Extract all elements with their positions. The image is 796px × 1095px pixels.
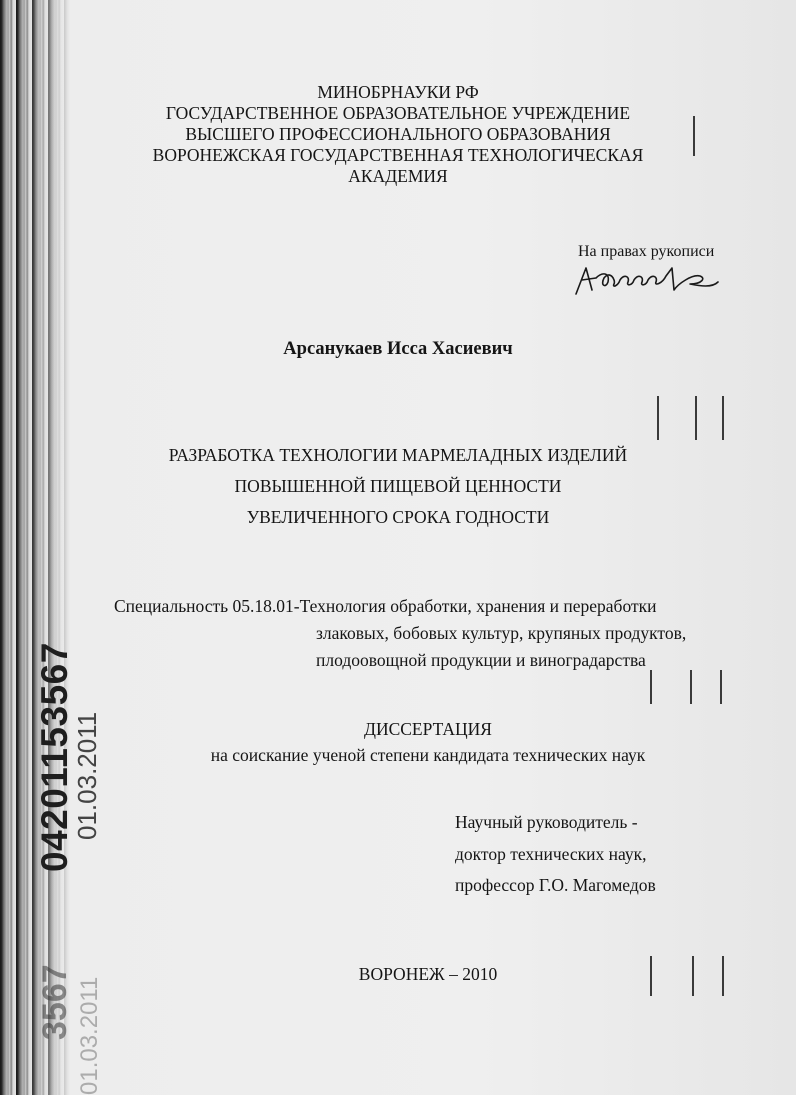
institution-line-4: АКАДЕМИЯ [348, 166, 448, 186]
institution-line-1: ГОСУДАРСТВЕННОЕ ОБРАЗОВАТЕЛЬНОЕ УЧРЕЖДЕНИЕ [165, 103, 631, 123]
supervisor-role: Научный руководитель - [455, 812, 638, 832]
scan-bar-artifact [693, 116, 695, 156]
ministry-line: МИНОБРНАУКИ РФ [317, 82, 479, 102]
manuscript-note: На правах рукописи [578, 243, 715, 260]
registration-date-stamp: 01.03.2011 [72, 711, 102, 840]
degree-subtitle: на соискание ученой степени кандидата технических наук [210, 745, 646, 765]
scan-bar-artifact [650, 956, 652, 996]
specialty-line-2: злаковых, бобовых культур, крупяных продуктов, [316, 623, 687, 643]
scan-bar-artifact [650, 670, 652, 704]
author-name: Арсанукаев Исса Хасиевич [283, 339, 513, 359]
scan-bar-artifact [690, 670, 692, 704]
place-and-year: ВОРОНЕЖ – 2010 [358, 964, 498, 984]
scan-bar-artifact [722, 956, 724, 996]
supervisor-name: профессор Г.О. Магомедов [455, 875, 656, 895]
registration-number-stamp: 04201153567 [34, 642, 75, 872]
thesis-title-line-1: РАЗРАБОТКА ТЕХНОЛОГИИ МАРМЕЛАДНЫХ ИЗДЕЛИЙ [168, 445, 628, 465]
institution-line-2: ВЫСШЕГО ПРОФЕССИОНАЛЬНОГО ОБРАЗОВАНИЯ [185, 124, 611, 144]
scan-bar-artifact [722, 396, 724, 440]
scan-bar-artifact [695, 396, 697, 440]
specialty-line-1: Специальность 05.18.01-Технология обработки, хранения и переработки [114, 596, 657, 616]
registration-number-stamp-faded: 3567 [36, 964, 74, 1040]
scan-bar-artifact [720, 670, 722, 704]
thesis-title-line-2: ПОВЫШЕННОЙ ПИЩЕВОЙ ЦЕННОСТИ [234, 476, 562, 496]
specialty-line-3: плодоовощной продукции и виноградарства [316, 650, 646, 670]
supervisor-degree: доктор технических наук, [455, 844, 647, 864]
scan-bar-artifact [692, 956, 694, 996]
scan-bar-artifact [657, 396, 659, 440]
document-type: ДИССЕРТАЦИЯ [364, 719, 492, 739]
institution-line-3: ВОРОНЕЖСКАЯ ГОСУДАРСТВЕННАЯ ТЕХНОЛОГИЧЕСКАЯ [152, 145, 644, 165]
registration-date-stamp-faded: 01.03.2011 [76, 976, 103, 1095]
thesis-title-line-3: УВЕЛИЧЕННОГО СРОКА ГОДНОСТИ [246, 507, 550, 527]
handwritten-signature [572, 258, 722, 300]
